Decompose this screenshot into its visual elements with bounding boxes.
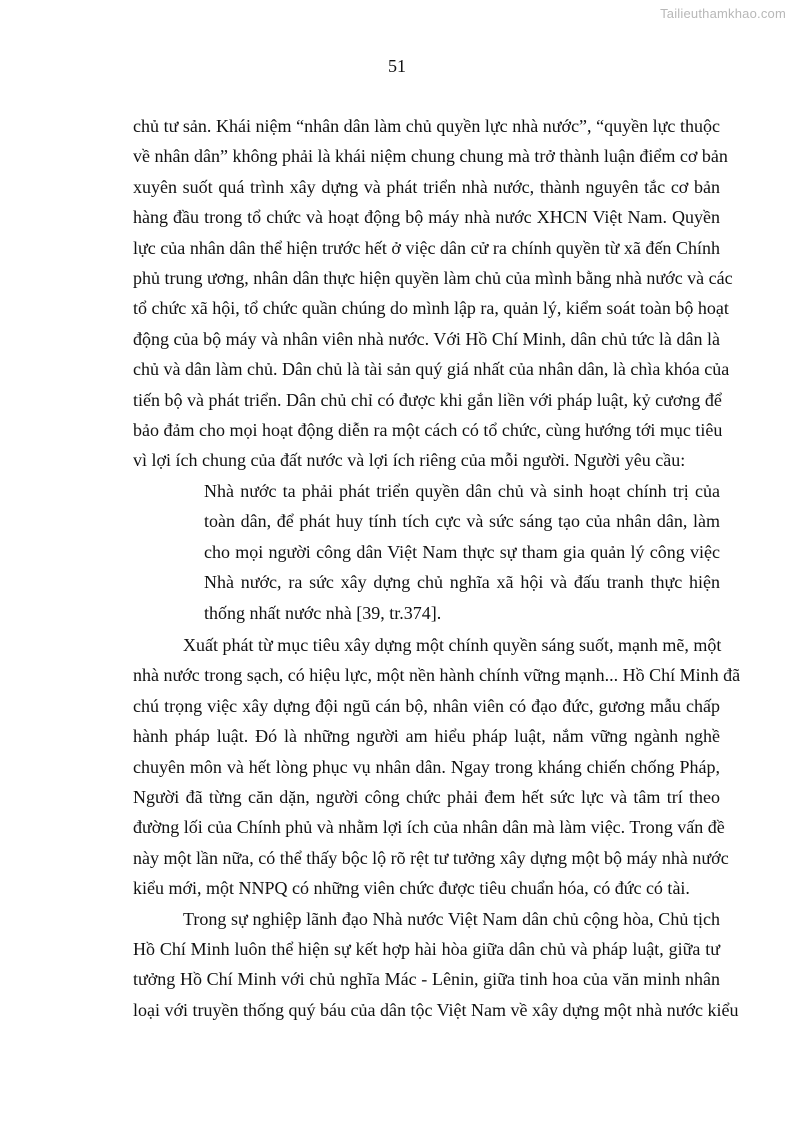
watermark: Tailieuthamkhao.com — [660, 6, 786, 21]
quote-line: cho mọi người công dân Việt Nam thực sự tham gia quản lý công việc — [204, 541, 720, 562]
text-line: này một lần nữa, có thể thấy bộc lộ rõ rệt tư tưởng xây dựng một bộ máy nhà nước — [133, 847, 729, 868]
paragraph-2 — [133, 630, 741, 904]
text-line: hành pháp luật. Đó là những người am hiểu pháp luật, nắm vững ngành nghề — [133, 726, 720, 747]
text-line: bảo đảm cho mọi hoạt động diễn ra một cách có tổ chức, cùng hướng tới mục tiêu — [133, 420, 723, 441]
text-line: Trong sự nghiệp lãnh đạo Nhà nước Việt Nam dân chủ cộng hòa, Chủ tịch — [183, 908, 720, 929]
text-line: động của bộ máy và nhân viên nhà nước. Với Hồ Chí Minh, dân chủ tức là dân là — [133, 328, 720, 349]
text-line: chủ tư sản. Khái niệm “nhân dân làm chủ quyền lực nhà nước”, “quyền lực thuộc — [133, 116, 720, 136]
quote-line: Nhà nước, ra sức xây dựng chủ nghĩa xã hội và đấu tranh thực hiện — [204, 572, 720, 593]
text-line: Người đã từng căn dặn, người công chức phải đem hết sức lực và tâm trí theo — [133, 786, 720, 807]
text-line: tiến bộ và phát triển. Dân chủ chỉ có được khi gắn liền với pháp luật, kỷ cương để — [133, 389, 722, 410]
quote-line: thống nhất nước nhà [39, tr.374]. — [204, 602, 442, 623]
quote-line: toàn dân, để phát huy tính tích cực và sức sáng tạo của nhân dân, làm — [204, 511, 720, 532]
text-line: hàng đầu trong tổ chức và hoạt động bộ máy nhà nước XHCN Việt Nam. Quyền — [133, 207, 720, 228]
text-line: phủ trung ương, nhân dân thực hiện quyền làm chủ của mình bằng nhà nước và các — [133, 268, 733, 289]
text-line: Hồ Chí Minh luôn thể hiện sự kết hợp hài hòa giữa dân chủ và pháp luật, giữa tư — [133, 938, 720, 959]
text-line: chủ và dân làm chủ. Dân chủ là tài sản quý giá nhất của nhân dân, là chìa khóa của — [133, 359, 730, 380]
text-line: vì lợi ích chung của đất nước và lợi ích riêng của mỗi người. Người yêu cầu: — [133, 450, 686, 471]
paragraph-3 — [133, 904, 739, 1026]
text-line: Xuất phát từ mục tiêu xây dựng một chính quyền sáng suốt, mạnh mẽ, một — [183, 634, 722, 655]
text-line: tưởng Hồ Chí Minh với chủ nghĩa Mác - Lênin, giữa tinh hoa của văn minh nhân — [133, 969, 720, 990]
text-line: lực của nhân dân thể hiện trước hết ở việc dân cử ra chính quyền từ xã đến Chính — [133, 237, 720, 258]
block-quote — [204, 476, 720, 628]
text-line: tổ chức xã hội, tổ chức quần chúng do mình lập ra, quản lý, kiểm soát toàn bộ hoạt — [133, 298, 729, 319]
text-line: loại với truyền thống quý báu của dân tộc Việt Nam về xây dựng một nhà nước kiểu — [133, 999, 739, 1020]
quote-line: Nhà nước ta phải phát triển quyền dân chủ và sinh hoạt chính trị của — [204, 480, 720, 501]
text-line: kiểu mới, một NNPQ có những viên chức được tiêu chuẩn hóa, có đức có tài. — [133, 878, 690, 899]
paragraph-1 — [133, 111, 733, 476]
text-line: chú trọng việc xây dựng đội ngũ cán bộ, nhân viên có đạo đức, gương mẫu chấp — [133, 695, 720, 716]
document-body — [133, 111, 741, 1025]
text-line: nhà nước trong sạch, có hiệu lực, một nền hành chính vững mạnh... Hồ Chí Minh đã — [133, 665, 741, 686]
text-line: về nhân dân” không phải là khái niệm chung chung mà trở thành luận điểm cơ bản — [133, 146, 728, 167]
text-line: chuyên môn và hết lòng phục vụ nhân dân. Ngay trong kháng chiến chống Pháp, — [133, 756, 720, 777]
text-line: xuyên suốt quá trình xây dựng và phát triển nhà nước, thành nguyên tắc cơ bản — [133, 176, 720, 197]
text-line: đường lối của Chính phủ và nhằm lợi ích của nhân dân mà làm việc. Trong vấn đề — [133, 817, 725, 838]
page-number: 51 — [388, 56, 406, 76]
